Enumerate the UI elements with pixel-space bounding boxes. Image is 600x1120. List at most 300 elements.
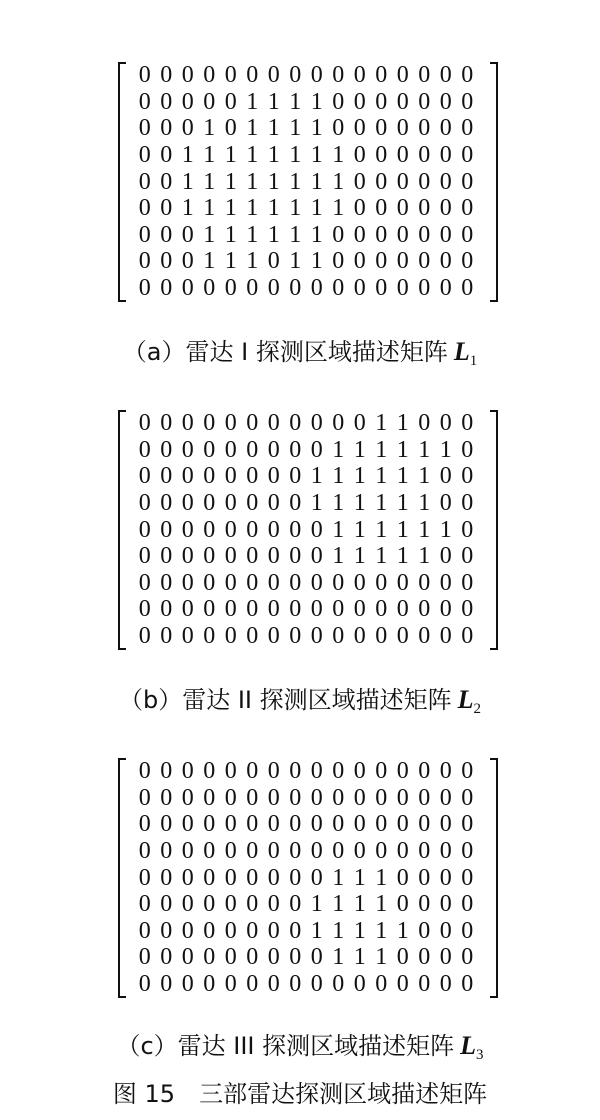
matrix-cell: 0 bbox=[353, 971, 366, 998]
matrix-cell: 0 bbox=[418, 758, 431, 785]
matrix-cell: 0 bbox=[246, 543, 259, 570]
matrix-cell: 0 bbox=[375, 971, 388, 998]
matrix-cell: 0 bbox=[160, 543, 173, 570]
matrix-cell: 0 bbox=[267, 516, 280, 543]
matrix-cell: 0 bbox=[396, 758, 409, 785]
matrix-row bbox=[134, 918, 478, 945]
matrix-cell: 0 bbox=[439, 195, 452, 222]
matrix-cell: 0 bbox=[181, 838, 194, 865]
matrix-cell: 0 bbox=[396, 971, 409, 998]
matrix-cell: 1 bbox=[246, 221, 259, 248]
matrix-cell: 0 bbox=[439, 490, 452, 517]
matrix-cell: 0 bbox=[310, 516, 323, 543]
matrix-cell: 0 bbox=[138, 195, 151, 222]
matrix-cell: 1 bbox=[396, 917, 409, 944]
matrix-cell: 0 bbox=[461, 864, 474, 891]
matrix-cell: 1 bbox=[310, 221, 323, 248]
matrix-cell: 0 bbox=[375, 596, 388, 623]
matrix-cell: 1 bbox=[203, 115, 216, 142]
matrix-cell: 0 bbox=[439, 543, 452, 570]
matrix-cell: 1 bbox=[418, 516, 431, 543]
matrix-cell: 0 bbox=[396, 221, 409, 248]
matrix-cell: 0 bbox=[439, 623, 452, 650]
matrix-cell: 0 bbox=[138, 543, 151, 570]
matrix-cell: 0 bbox=[353, 410, 366, 437]
matrix-cell: 0 bbox=[375, 142, 388, 169]
matrix-cell: 0 bbox=[289, 516, 302, 543]
matrix-cell: 0 bbox=[396, 864, 409, 891]
matrix-cell: 0 bbox=[160, 436, 173, 463]
matrix-cell: 0 bbox=[332, 569, 345, 596]
matrix-cell: 1 bbox=[203, 168, 216, 195]
matrix-cell: 0 bbox=[138, 88, 151, 115]
matrix-cell: 0 bbox=[181, 221, 194, 248]
matrix-cell: 0 bbox=[461, 758, 474, 785]
matrix-cell: 0 bbox=[181, 596, 194, 623]
left-bracket bbox=[118, 62, 126, 302]
matrix-row bbox=[134, 570, 478, 597]
matrix-cell: 0 bbox=[203, 62, 216, 89]
matrix-cell: 0 bbox=[246, 436, 259, 463]
matrix-cell: 0 bbox=[396, 142, 409, 169]
matrix-cell: 0 bbox=[396, 811, 409, 838]
matrix-cell: 0 bbox=[461, 168, 474, 195]
matrix-cell: 0 bbox=[310, 864, 323, 891]
matrix-cell: 0 bbox=[203, 463, 216, 490]
matrix-cell: 0 bbox=[203, 811, 216, 838]
matrix-cell: 0 bbox=[224, 596, 237, 623]
matrix-cell: 0 bbox=[439, 168, 452, 195]
left-bracket bbox=[118, 410, 126, 650]
matrix-cell: 0 bbox=[439, 811, 452, 838]
matrix-cell: 0 bbox=[224, 944, 237, 971]
matrix-cell: 0 bbox=[267, 864, 280, 891]
matrix-cell: 0 bbox=[310, 784, 323, 811]
matrix-cell: 0 bbox=[246, 944, 259, 971]
matrix-cell: 0 bbox=[246, 410, 259, 437]
matrix-row bbox=[134, 222, 478, 249]
matrix-cell: 0 bbox=[310, 436, 323, 463]
matrix-cell: 0 bbox=[267, 436, 280, 463]
matrix-cell: 0 bbox=[138, 623, 151, 650]
matrix-cell: 0 bbox=[289, 891, 302, 918]
matrix-cell: 0 bbox=[246, 864, 259, 891]
matrix-cell: 0 bbox=[267, 62, 280, 89]
matrix-cell: 0 bbox=[418, 115, 431, 142]
matrix-cell: 0 bbox=[246, 569, 259, 596]
matrix-cell: 1 bbox=[375, 864, 388, 891]
matrix-cell: 0 bbox=[289, 275, 302, 302]
caption-c-text: （c）雷达 III 探测区域描述矩阵 bbox=[116, 1032, 455, 1060]
matrix-cell: 0 bbox=[138, 463, 151, 490]
matrix-row bbox=[134, 623, 478, 650]
matrix-cell: 1 bbox=[353, 543, 366, 570]
matrix-cell: 0 bbox=[375, 623, 388, 650]
matrix-cell: 0 bbox=[418, 569, 431, 596]
matrix-cell: 0 bbox=[246, 623, 259, 650]
matrix-cell: 0 bbox=[203, 490, 216, 517]
matrix-cell: 0 bbox=[289, 62, 302, 89]
matrix-cell: 0 bbox=[138, 569, 151, 596]
matrix-row bbox=[134, 838, 478, 865]
matrix-cell: 0 bbox=[246, 758, 259, 785]
matrix-cell: 0 bbox=[160, 275, 173, 302]
matrix-cell: 1 bbox=[332, 463, 345, 490]
matrix-cell: 0 bbox=[181, 569, 194, 596]
matrix-cell: 1 bbox=[418, 463, 431, 490]
matrix-cell: 0 bbox=[138, 168, 151, 195]
matrix-cell: 0 bbox=[181, 516, 194, 543]
matrix-cell: 0 bbox=[332, 275, 345, 302]
matrix-cell: 0 bbox=[332, 221, 345, 248]
matrix-cell: 1 bbox=[396, 543, 409, 570]
matrix-cell: 0 bbox=[375, 569, 388, 596]
matrix-row bbox=[134, 811, 478, 838]
matrix-cell: 1 bbox=[353, 944, 366, 971]
matrix-cell: 0 bbox=[267, 248, 280, 275]
matrix-cell: 0 bbox=[332, 838, 345, 865]
matrix-cell: 0 bbox=[332, 248, 345, 275]
matrix-cell: 0 bbox=[353, 811, 366, 838]
matrix-cell: 0 bbox=[439, 275, 452, 302]
right-bracket bbox=[490, 410, 498, 650]
matrix-cell: 1 bbox=[203, 221, 216, 248]
matrix-cell: 0 bbox=[246, 838, 259, 865]
matrix-cell: 0 bbox=[310, 838, 323, 865]
matrix-cell: 0 bbox=[267, 784, 280, 811]
matrix-row bbox=[134, 543, 478, 570]
matrix-cell: 1 bbox=[181, 195, 194, 222]
matrix-cell: 0 bbox=[267, 569, 280, 596]
matrix-cell: 0 bbox=[461, 543, 474, 570]
matrix-cell: 0 bbox=[375, 248, 388, 275]
matrix-cell: 0 bbox=[418, 275, 431, 302]
matrix-cell: 0 bbox=[375, 275, 388, 302]
matrix-cell: 1 bbox=[375, 463, 388, 490]
matrix-cell: 0 bbox=[138, 596, 151, 623]
matrix-cell: 0 bbox=[396, 115, 409, 142]
matrix-cell: 0 bbox=[203, 758, 216, 785]
matrix-cell: 0 bbox=[353, 838, 366, 865]
matrix-cell: 0 bbox=[160, 623, 173, 650]
matrix-cell: 1 bbox=[267, 88, 280, 115]
matrix-cell: 1 bbox=[310, 891, 323, 918]
matrix-cell: 0 bbox=[246, 917, 259, 944]
matrix-cell: 0 bbox=[461, 490, 474, 517]
matrix-cell: 1 bbox=[375, 516, 388, 543]
matrix-cell: 0 bbox=[396, 944, 409, 971]
matrix-row bbox=[134, 758, 478, 785]
matrix-cell: 1 bbox=[310, 463, 323, 490]
matrix-cell: 1 bbox=[332, 944, 345, 971]
matrix-cell: 0 bbox=[353, 62, 366, 89]
matrix-row bbox=[134, 944, 478, 971]
matrix-cell: 1 bbox=[353, 490, 366, 517]
matrix-cell: 0 bbox=[461, 88, 474, 115]
matrix-cell: 0 bbox=[160, 864, 173, 891]
matrix-cell: 0 bbox=[267, 891, 280, 918]
matrix-cell: 0 bbox=[418, 596, 431, 623]
matrix-cell: 1 bbox=[224, 142, 237, 169]
matrix-cell: 0 bbox=[181, 463, 194, 490]
matrix-row bbox=[134, 490, 478, 517]
matrix-cell: 0 bbox=[461, 917, 474, 944]
matrix-cell: 0 bbox=[160, 142, 173, 169]
matrix-cell: 0 bbox=[439, 917, 452, 944]
matrix-cell: 0 bbox=[375, 62, 388, 89]
matrix-cell: 0 bbox=[138, 758, 151, 785]
matrix-cell: 0 bbox=[461, 248, 474, 275]
symbol: L bbox=[460, 1031, 477, 1060]
right-bracket bbox=[490, 62, 498, 302]
matrix-cell: 0 bbox=[224, 569, 237, 596]
matrix-cell: 0 bbox=[181, 891, 194, 918]
matrix-cell: 0 bbox=[461, 596, 474, 623]
matrix-cell: 0 bbox=[461, 516, 474, 543]
matrix-cell: 1 bbox=[375, 490, 388, 517]
matrix-cell: 0 bbox=[418, 944, 431, 971]
matrix-cell: 0 bbox=[289, 623, 302, 650]
matrix-cell: 1 bbox=[375, 543, 388, 570]
matrix-cell: 1 bbox=[375, 891, 388, 918]
matrix-l1 bbox=[118, 62, 498, 302]
matrix-cell: 0 bbox=[289, 811, 302, 838]
matrix-cell: 0 bbox=[138, 490, 151, 517]
matrix-cell: 0 bbox=[439, 410, 452, 437]
matrix-row bbox=[134, 248, 478, 275]
matrix-cell: 0 bbox=[138, 516, 151, 543]
matrix-cell: 0 bbox=[396, 891, 409, 918]
matrix-cell: 0 bbox=[246, 971, 259, 998]
matrix-cell: 0 bbox=[418, 864, 431, 891]
matrix-l2 bbox=[118, 410, 498, 650]
matrix-cell: 0 bbox=[332, 758, 345, 785]
matrix-cell: 0 bbox=[203, 784, 216, 811]
matrix-cell: 0 bbox=[353, 115, 366, 142]
matrix-cell: 0 bbox=[418, 195, 431, 222]
matrix-cell: 0 bbox=[224, 490, 237, 517]
matrix-cell: 0 bbox=[461, 811, 474, 838]
matrix-cell: 1 bbox=[224, 195, 237, 222]
matrix-cell: 0 bbox=[181, 543, 194, 570]
matrix-cell: 1 bbox=[332, 864, 345, 891]
matrix-cell: 0 bbox=[439, 971, 452, 998]
matrix-cell: 1 bbox=[310, 88, 323, 115]
matrix-cell: 1 bbox=[203, 248, 216, 275]
matrix-cell: 0 bbox=[203, 838, 216, 865]
matrix-cell: 0 bbox=[461, 838, 474, 865]
matrix-cell: 0 bbox=[224, 891, 237, 918]
matrix-cell: 0 bbox=[160, 891, 173, 918]
matrix-cell: 1 bbox=[203, 142, 216, 169]
matrix-row bbox=[134, 115, 478, 142]
matrix-cell: 0 bbox=[289, 596, 302, 623]
matrix-cell: 0 bbox=[353, 275, 366, 302]
matrix-cell: 0 bbox=[353, 221, 366, 248]
matrix-cell: 0 bbox=[224, 275, 237, 302]
matrix-cell: 1 bbox=[310, 195, 323, 222]
matrix-cell: 0 bbox=[267, 838, 280, 865]
matrix-cell: 0 bbox=[160, 971, 173, 998]
matrix-cell: 0 bbox=[439, 864, 452, 891]
matrix-cell: 0 bbox=[289, 864, 302, 891]
matrix-cell: 0 bbox=[160, 115, 173, 142]
matrix-rows bbox=[134, 410, 478, 649]
matrix-cell: 0 bbox=[461, 784, 474, 811]
matrix-cell: 1 bbox=[332, 543, 345, 570]
matrix-cell: 1 bbox=[289, 248, 302, 275]
matrix-cell: 0 bbox=[353, 168, 366, 195]
matrix-cell: 1 bbox=[396, 516, 409, 543]
matrix-cell: 0 bbox=[138, 971, 151, 998]
caption-a bbox=[0, 336, 600, 370]
matrix-cell: 1 bbox=[332, 917, 345, 944]
matrix-cell: 1 bbox=[289, 168, 302, 195]
matrix-cell: 0 bbox=[267, 490, 280, 517]
matrix-cell: 0 bbox=[396, 784, 409, 811]
matrix-cell: 0 bbox=[332, 784, 345, 811]
matrix-cell: 0 bbox=[224, 115, 237, 142]
matrix-cell: 1 bbox=[267, 168, 280, 195]
matrix-cell: 0 bbox=[138, 275, 151, 302]
matrix-cell: 0 bbox=[246, 463, 259, 490]
matrix-cell: 0 bbox=[160, 811, 173, 838]
matrix-cell: 1 bbox=[375, 410, 388, 437]
matrix-cell: 0 bbox=[289, 971, 302, 998]
matrix-cell: 0 bbox=[181, 248, 194, 275]
matrix-cell: 0 bbox=[439, 838, 452, 865]
matrix-cell: 0 bbox=[138, 838, 151, 865]
matrix-cell: 1 bbox=[246, 115, 259, 142]
matrix-cell: 0 bbox=[289, 490, 302, 517]
matrix-cell: 0 bbox=[353, 596, 366, 623]
matrix-cell: 1 bbox=[203, 195, 216, 222]
matrix-cell: 0 bbox=[375, 758, 388, 785]
matrix-row bbox=[134, 971, 478, 998]
matrix-cell: 0 bbox=[160, 569, 173, 596]
matrix-cell: 1 bbox=[310, 115, 323, 142]
matrix-cell: 0 bbox=[138, 62, 151, 89]
matrix-cell: 0 bbox=[203, 864, 216, 891]
matrix-cell: 1 bbox=[310, 248, 323, 275]
matrix-cell: 0 bbox=[181, 917, 194, 944]
matrix-cell: 0 bbox=[160, 944, 173, 971]
matrix-cell: 0 bbox=[418, 168, 431, 195]
matrix-cell: 0 bbox=[439, 142, 452, 169]
matrix-cell: 0 bbox=[332, 811, 345, 838]
matrix-cell: 1 bbox=[353, 436, 366, 463]
matrix-cell: 1 bbox=[246, 142, 259, 169]
matrix-row bbox=[134, 437, 478, 464]
matrix-cell: 0 bbox=[289, 838, 302, 865]
matrix-cell: 0 bbox=[289, 543, 302, 570]
matrix-cell: 0 bbox=[418, 917, 431, 944]
matrix-cell: 0 bbox=[224, 917, 237, 944]
matrix-row bbox=[134, 142, 478, 169]
matrix-cell: 0 bbox=[181, 490, 194, 517]
matrix-cell: 0 bbox=[267, 917, 280, 944]
figure-caption: 图 15 三部雷达探测区域描述矩阵 bbox=[112, 1080, 488, 1108]
matrix-row bbox=[134, 195, 478, 222]
left-bracket bbox=[118, 758, 126, 998]
matrix-cell: 0 bbox=[224, 410, 237, 437]
matrix-cell: 0 bbox=[160, 838, 173, 865]
matrix-cell: 0 bbox=[181, 864, 194, 891]
matrix-row bbox=[134, 275, 478, 302]
matrix-cell: 0 bbox=[461, 115, 474, 142]
matrix-cell: 0 bbox=[461, 142, 474, 169]
matrix-rows bbox=[134, 62, 478, 301]
matrix-row bbox=[134, 168, 478, 195]
matrix-cell: 0 bbox=[310, 543, 323, 570]
matrix-cell: 0 bbox=[396, 623, 409, 650]
matrix-cell: 0 bbox=[396, 62, 409, 89]
matrix-cell: 0 bbox=[418, 784, 431, 811]
matrix-cell: 0 bbox=[224, 88, 237, 115]
matrix-row bbox=[134, 891, 478, 918]
caption-c-symbol bbox=[460, 1031, 484, 1063]
matrix-cell: 0 bbox=[375, 88, 388, 115]
matrix-cell: 0 bbox=[289, 569, 302, 596]
matrix-cell: 0 bbox=[138, 410, 151, 437]
matrix-cell: 0 bbox=[203, 917, 216, 944]
matrix-cell: 0 bbox=[181, 275, 194, 302]
matrix-cell: 0 bbox=[461, 891, 474, 918]
matrix-cell: 0 bbox=[396, 248, 409, 275]
matrix-cell: 1 bbox=[267, 195, 280, 222]
matrix-cell: 1 bbox=[396, 410, 409, 437]
matrix-cell: 1 bbox=[289, 115, 302, 142]
matrix-cell: 0 bbox=[353, 784, 366, 811]
matrix-row bbox=[134, 596, 478, 623]
matrix-cell: 0 bbox=[138, 784, 151, 811]
matrix-cell: 0 bbox=[332, 88, 345, 115]
matrix-cell: 0 bbox=[418, 811, 431, 838]
matrix-cell: 1 bbox=[267, 221, 280, 248]
matrix-cell: 0 bbox=[418, 248, 431, 275]
matrix-cell: 0 bbox=[310, 596, 323, 623]
matrix-cell: 0 bbox=[181, 623, 194, 650]
matrix-cell: 0 bbox=[375, 195, 388, 222]
matrix-cell: 1 bbox=[396, 490, 409, 517]
matrix-cell: 0 bbox=[289, 436, 302, 463]
matrix-cell: 0 bbox=[353, 623, 366, 650]
matrix-cell: 0 bbox=[246, 811, 259, 838]
matrix-cell: 1 bbox=[310, 168, 323, 195]
matrix-cell: 0 bbox=[289, 758, 302, 785]
matrix-cell: 0 bbox=[332, 410, 345, 437]
matrix-cell: 0 bbox=[461, 623, 474, 650]
matrix-cell: 0 bbox=[418, 623, 431, 650]
matrix-cell: 1 bbox=[375, 944, 388, 971]
matrix-row bbox=[134, 785, 478, 812]
matrix-cell: 0 bbox=[461, 275, 474, 302]
matrix-cell: 0 bbox=[396, 838, 409, 865]
matrix-cell: 0 bbox=[160, 410, 173, 437]
matrix-l3 bbox=[118, 758, 498, 998]
matrix-cell: 0 bbox=[418, 410, 431, 437]
matrix-cell: 0 bbox=[375, 168, 388, 195]
matrix-cell: 0 bbox=[160, 62, 173, 89]
matrix-cell: 0 bbox=[203, 944, 216, 971]
matrix-cell: 0 bbox=[375, 811, 388, 838]
matrix-cell: 0 bbox=[138, 944, 151, 971]
right-bracket bbox=[490, 758, 498, 998]
matrix-cell: 0 bbox=[439, 784, 452, 811]
matrix-cell: 0 bbox=[246, 490, 259, 517]
subscript: 1 bbox=[469, 353, 478, 369]
matrix-cell: 0 bbox=[224, 623, 237, 650]
